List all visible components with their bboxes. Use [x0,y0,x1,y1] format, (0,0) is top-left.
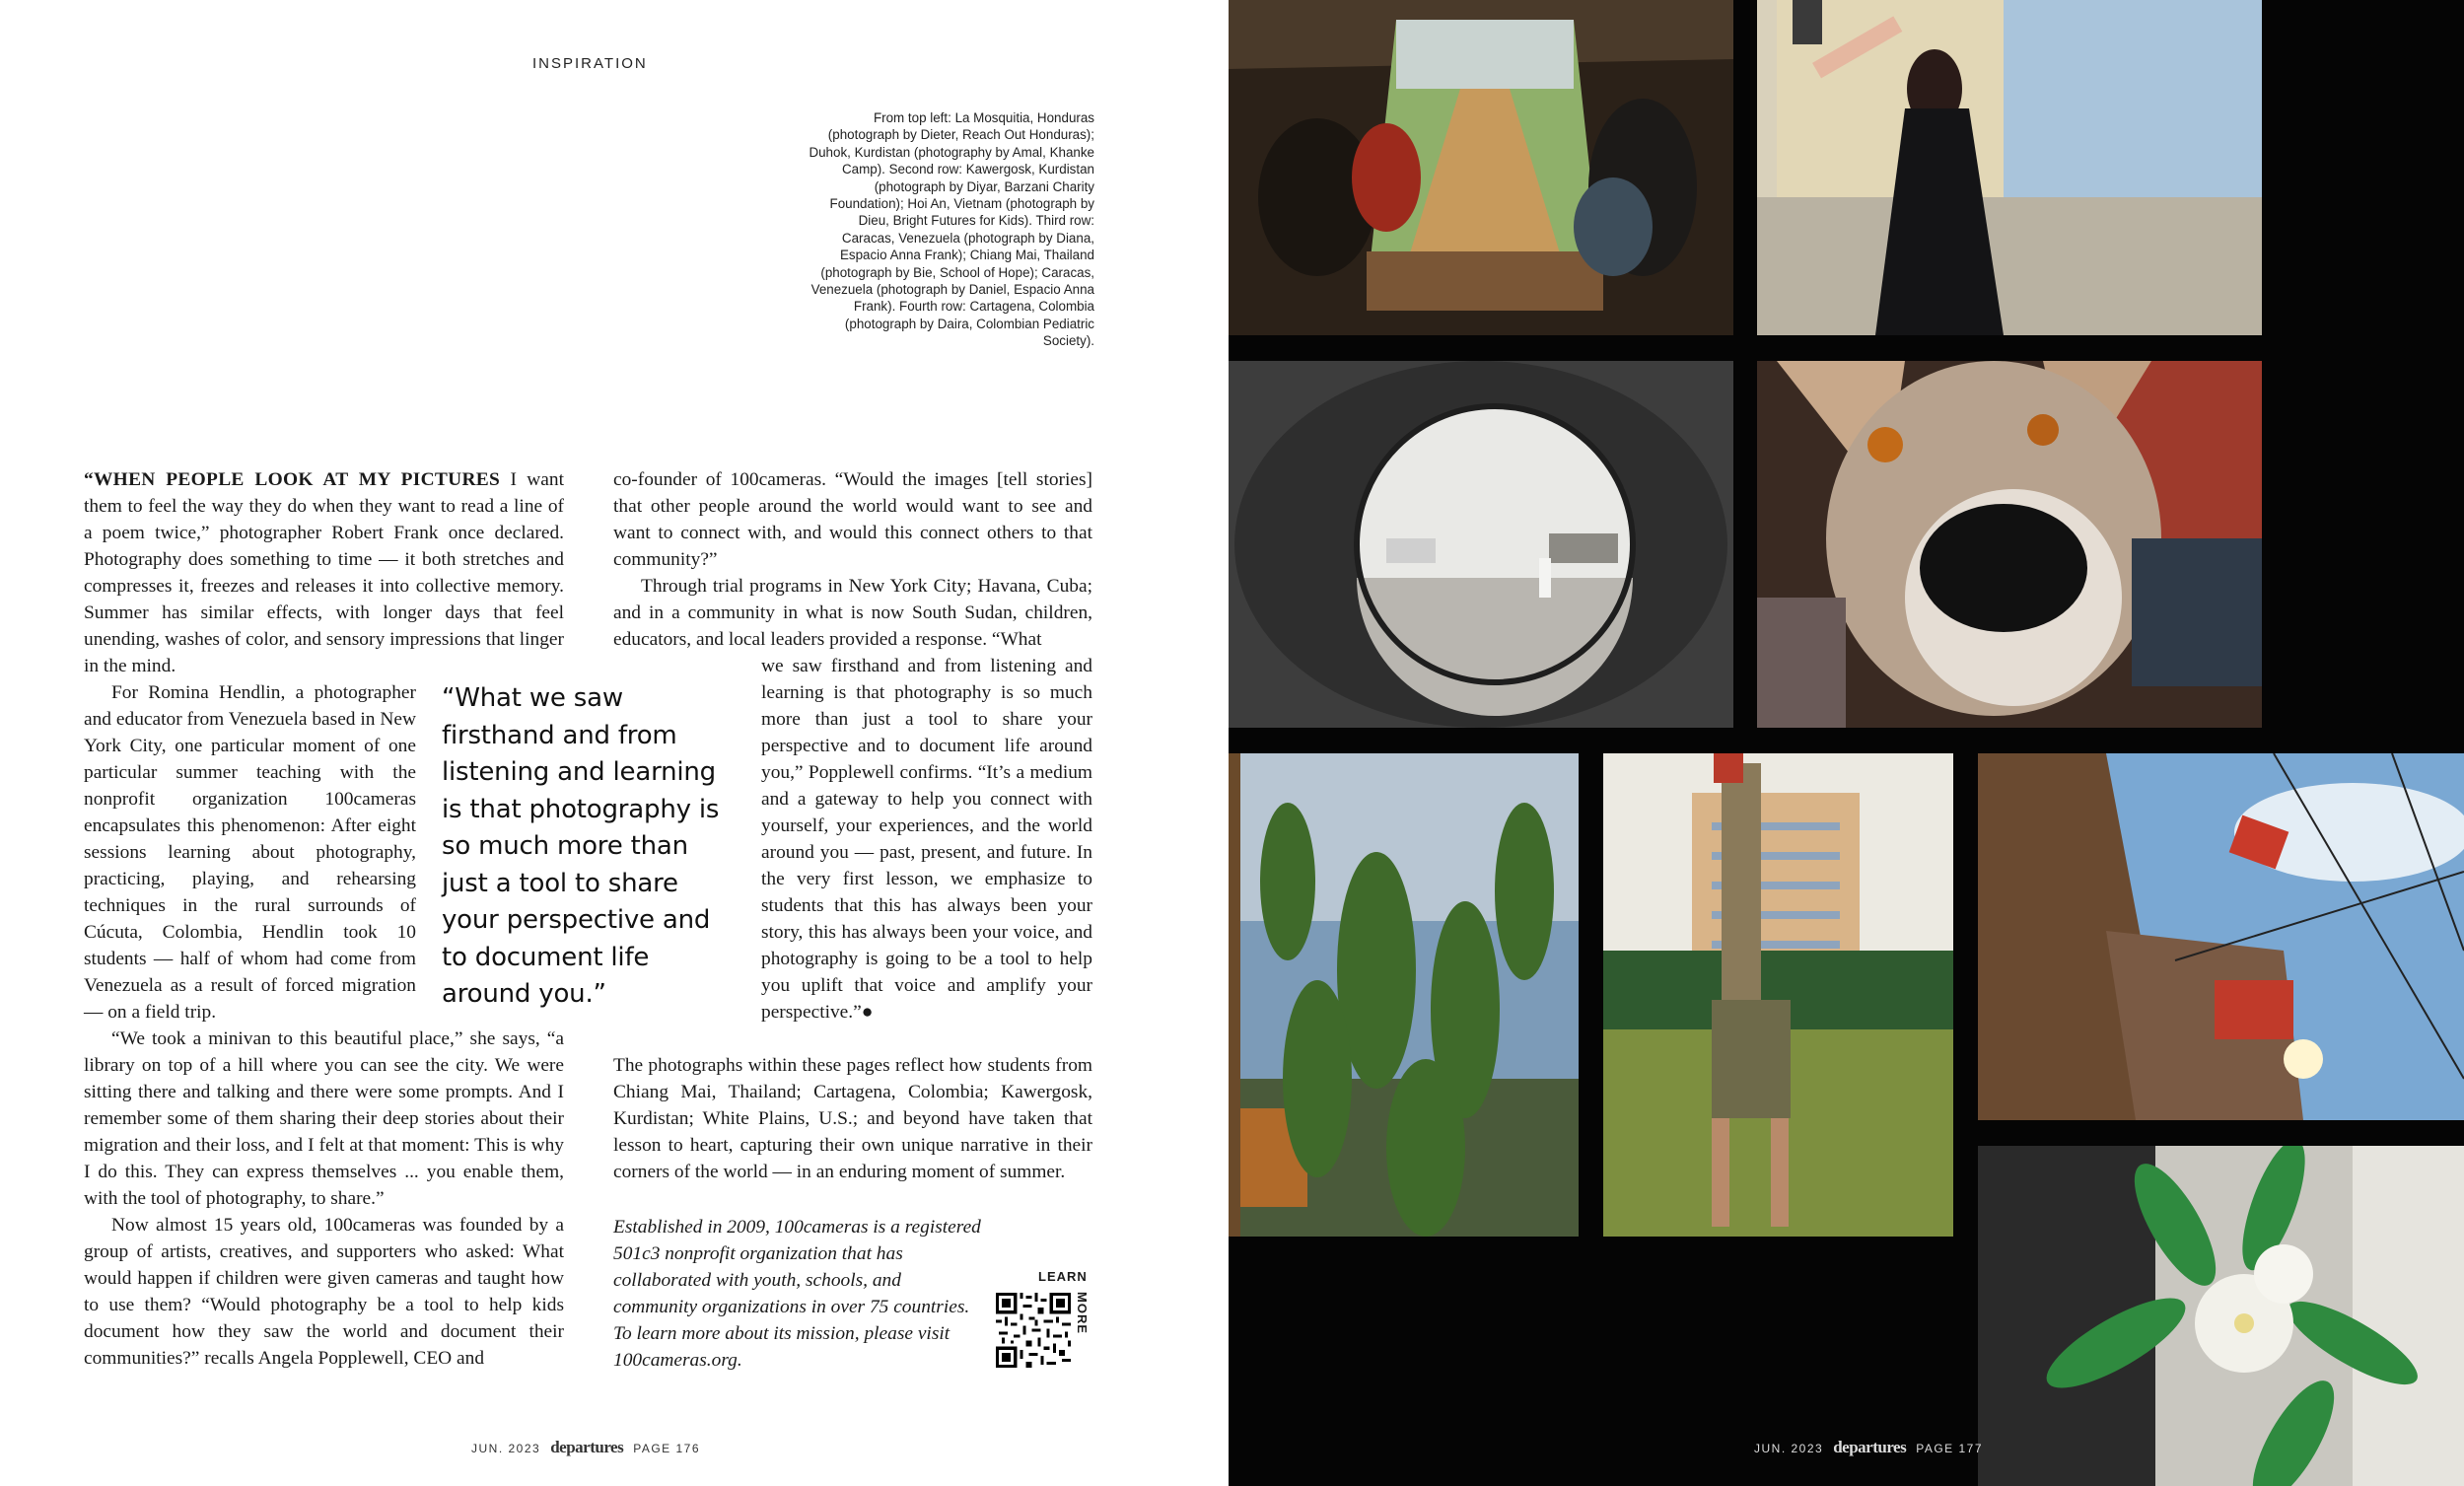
qr-code-icon[interactable] [996,1293,1071,1368]
footer-page-number: PAGE 177 [1916,1442,1984,1455]
footer-brand: departures [1833,1438,1907,1456]
article-lead: “WHEN PEOPLE LOOK AT MY PICTURES [84,469,501,490]
photo-dog [1757,361,2262,728]
photo-flowers [1978,1146,2464,1486]
article-paragraph: Now almost 15 years old, 100cameras was founded by a group of artists, creatives, and supporters who asked: What would happen if children were given cameras and taught how to use them? “Would photography be a tool to help kids document how they saw the world and document their communities?” recalls Angela Popplewell, CEO and [84,1215,564,1369]
footer-brand: departures [550,1438,624,1456]
photo-caption: From top left: La Mosquitia, Honduras (photograph by Dieter, Reach Out Honduras); Duhok, Kurdistan (photography by Amal, Khanke Camp). Second row: Kawergosk, Kurdistan (photograph by Diyar, Barzani Charity Foundation); Hoi An, Vietnam (photograph by Dieu, Bright Futures for Kids). Third row: Caracas, Venezuela (photograph by Diana, Espacio Anna Frank); Chiang Mai, Thailand (photograph by Bie, School of Hope); Caracas, Venezuela (photograph by Daniel, Espacio Anna Frank). Fourth row: Cartagena, Colombia (photograph by Daira, Colombian Pediatric Society). [809,110,1094,349]
footer-left [471,1438,700,1457]
photo-cactus [1229,753,1579,1237]
more-label: MORE [1075,1292,1090,1334]
article-paragraph: “We took a minivan to this beautiful place,” she says, “a library on top of a hill where you can see the city. We were sitting there and talking and there were some prompts. And I remember some of them sharing their deep stories about their migration and their loss, and I felt at that moment: This is why I do this. They can express themselves ... you enable them, with the tool of photography, to share.” [84,1028,564,1209]
article-text: we saw firsthand and from listening and learning is that photography is so much more than just a tool to share your perspective and to document life around you,” Popplewell confirms. “It’s a medium and a gateway to help you connect with yourself, your experiences, and the world around you — past, present, and future. In the very first lesson, we emphasize to students that this has always been your story, this has always been your voice, and photography is going to be a tool to help you uplift that voice and amplify your perspective.” [761,656,1092,1023]
article-text: I want them to feel the way they do when they want to read a line of a poem twice,” photographer Robert Frank once declared. Photography does something to time — it both stretches and compresses it, freezes and releases it into collective memory. Summer has similar effects, with longer days that feel unending, washes of color, and sensory impressions that linger in the mind. [84,469,564,676]
about-blurb: Established in 2009, 100cameras is a registered 501c3 nonprofit organization that has collaborated with youth, schools, and community organizations in over 75 countries. To learn more about its mission, please visit 100cameras.org. [613,1217,981,1371]
photo-lens-street [1229,361,1733,728]
photo-truck-road [1229,0,1733,335]
article-column-right [613,466,1092,1185]
right-page-photo-grid [1229,0,2464,1486]
article-paragraph: The photographs within these pages reflect how students from Chiang Mai, Thailand; Cartagena, Colombia; Kawergosk, Kurdistan; White Plains, U.S.; and beyond have taken that lesson to heart, capturing their own unique narrative in their corners of the world — in an enduring moment of summer. [613,1055,1092,1182]
footer-right [1754,1438,1983,1457]
learn-label: LEARN [1038,1269,1088,1284]
footer-date: JUN. 2023 [1754,1442,1824,1455]
article-paragraph: For Romina Hendlin, a photographer and educator from Venezuela based in New York City, one particular moment of one particular summer teaching with the nonprofit organization 100cameras encapsulates this phenomenon: After eight sessions learning about photography, practicing, playing, and rehearsing techniques in the rural surrounds of Cúcuta, Colombia, Hendlin took 10 students — half of whom had come from Venezuela as a result of forced migration — on a field trip. [84,682,416,1023]
photo-sky-street [1978,753,2464,1120]
section-label: INSPIRATION [532,55,648,72]
photo-woman-camera [1757,0,2262,335]
article-paragraph: co-founder of 100cameras. “Would the images [tell stories] that other people around the world would want to see and want to connect with, and would this connect others to that community?” [613,469,1092,570]
footer-page-number: PAGE 176 [633,1442,701,1455]
article-paragraph: Through trial programs in New York City; Havana, Cuba; and in a community in what is now South Sudan, children, educators, and local leaders provided a response. “What [613,576,1092,650]
photo-handstand [1603,753,1953,1237]
end-mark: ● [861,1002,874,1023]
article-paragraph [761,653,1092,1026]
left-page [0,0,1229,1486]
article-paragraph [84,466,564,679]
pull-quote: “What we saw firsthand and from listening and learning is that photography is so much more than just a tool to share your perspective and to document life around you.” [442,683,720,1009]
footer-date: JUN. 2023 [471,1442,541,1455]
